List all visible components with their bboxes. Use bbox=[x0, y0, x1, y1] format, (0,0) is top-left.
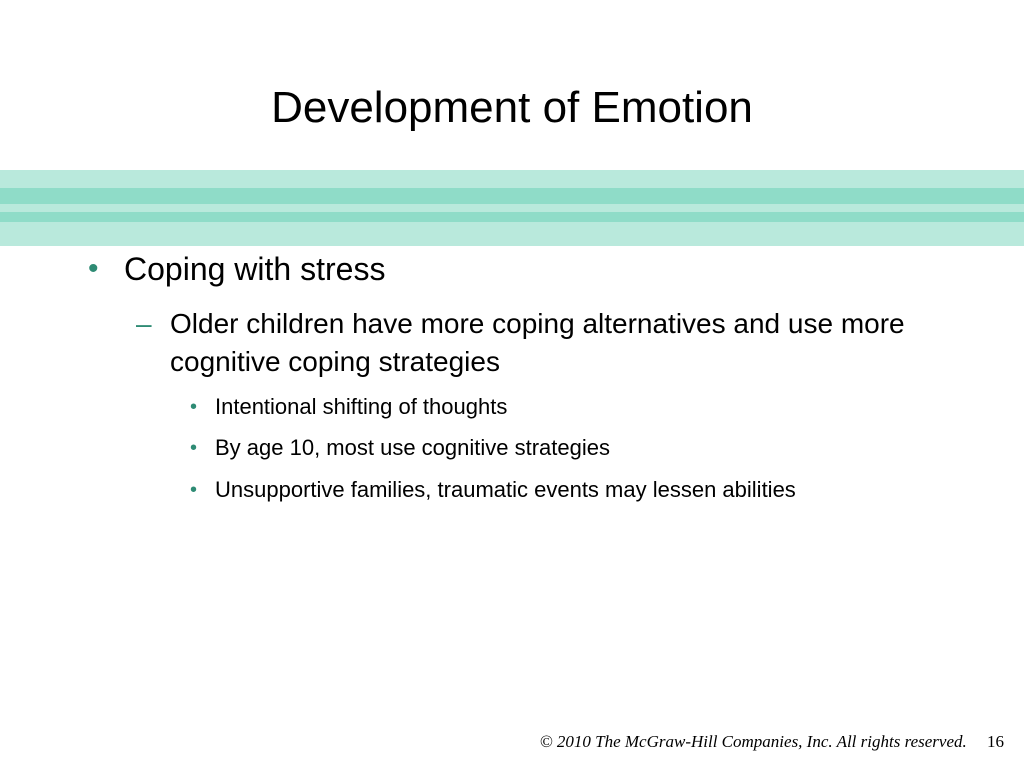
page-number: 16 bbox=[987, 732, 1004, 751]
bullet-icon: • bbox=[190, 396, 198, 418]
copyright-notice: © 2010 The McGraw-Hill Companies, Inc. All rights reserved. bbox=[539, 732, 967, 751]
bullet-icon: • bbox=[190, 479, 198, 501]
slide-title: Development of Emotion bbox=[271, 83, 753, 132]
bullet-level3-text: By age 10, most use cognitive strategies bbox=[215, 435, 610, 460]
dash-icon: – bbox=[136, 308, 152, 339]
bullet-icon: • bbox=[190, 437, 198, 459]
bullet-level3-text: Unsupportive families, traumatic events may lessen abilities bbox=[215, 477, 796, 502]
slide-footer bbox=[540, 730, 1004, 754]
bullet-icon: • bbox=[88, 252, 99, 285]
bullet-level2-text: Older children have more coping alternatives and use more cognitive coping strategies bbox=[170, 308, 905, 377]
bullet-level1-text: Coping with stress bbox=[124, 251, 386, 287]
bullet-level3-text: Intentional shifting of thoughts bbox=[215, 394, 508, 419]
